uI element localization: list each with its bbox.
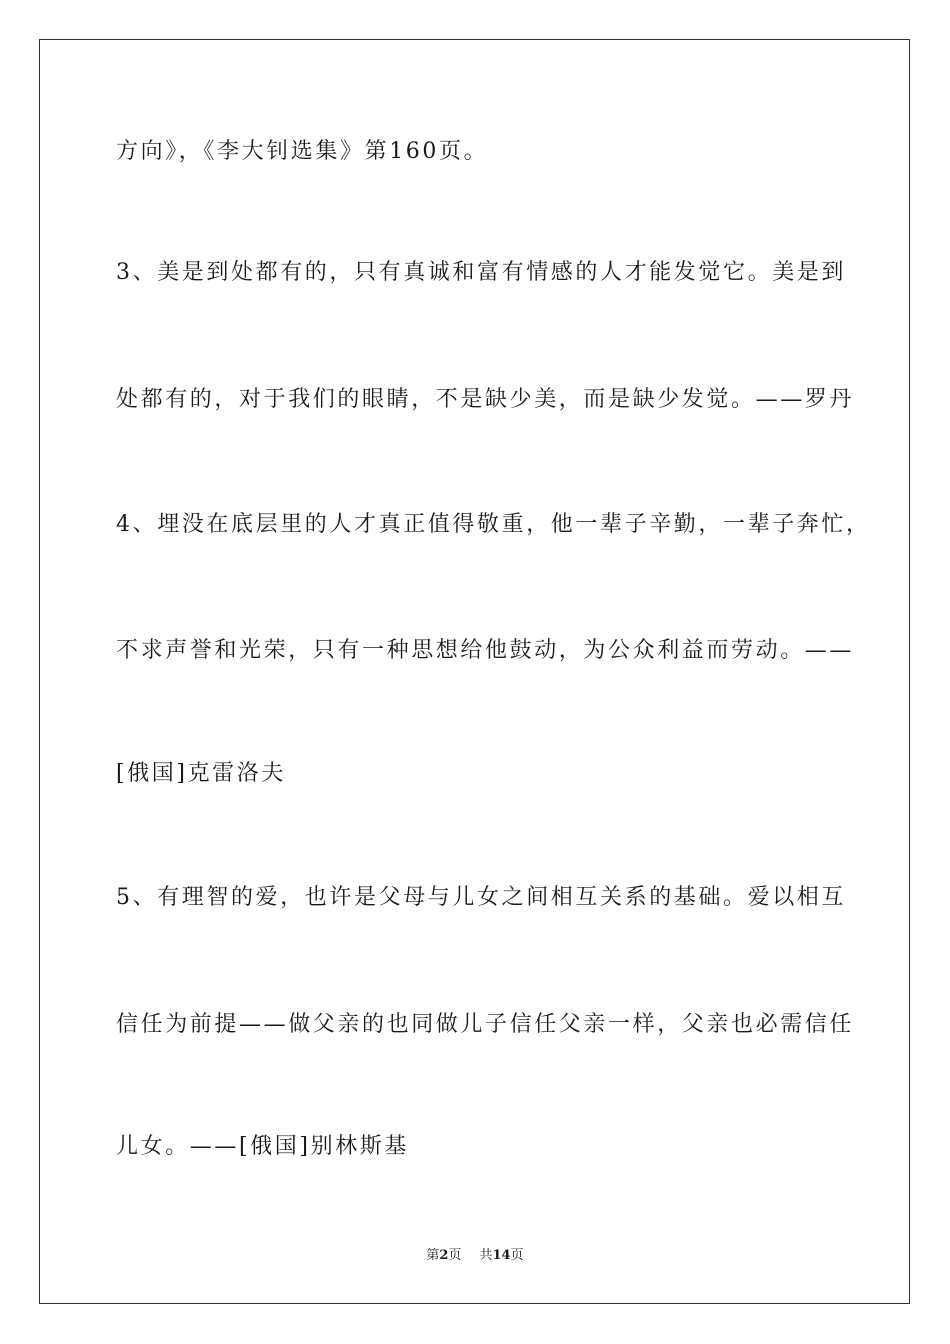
text-line: 信任为前提——做父亲的也同做儿子信任父亲一样，父亲也必需信任 xyxy=(116,1012,855,1037)
text-line: 方向》，《李大钊选集》第160页。 xyxy=(116,139,489,164)
text-line: 不求声誉和光荣，只有一种思想给他鼓动，为公众利益而劳动。—— xyxy=(116,638,855,663)
text-line: 儿女。——[俄国]别林斯基 xyxy=(116,1134,409,1159)
text-line: 4、埋没在底层里的人才真正值得敬重，他一辈子辛勤，一辈子奔忙， xyxy=(116,512,871,537)
page-number-prefix: 第 xyxy=(426,1248,440,1263)
total-pages-suffix: 页 xyxy=(510,1248,524,1263)
current-page-number: 2 xyxy=(439,1248,449,1263)
page-number-suffix: 页 xyxy=(448,1248,462,1263)
total-pages-prefix: 共 xyxy=(479,1248,493,1263)
text-line: 3、美是到处都有的，只有真诚和富有情感的人才能发觉它。美是到 xyxy=(116,260,846,285)
text-line: [俄国]克雷洛夫 xyxy=(116,761,286,786)
page-border xyxy=(39,39,910,1304)
total-page-count: 14 xyxy=(492,1248,511,1263)
text-line: 5、有理智的爱，也许是父母与儿女之间相互关系的基础。爱以相互 xyxy=(116,885,846,910)
page-footer xyxy=(0,1247,950,1265)
text-line: 处都有的，对于我们的眼睛，不是缺少美，而是缺少发觉。——罗丹 xyxy=(116,387,855,412)
